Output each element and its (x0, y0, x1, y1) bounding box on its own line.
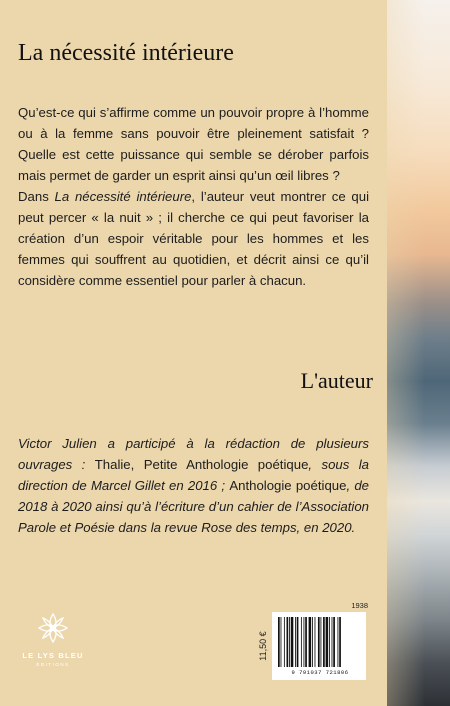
seascape-photo-strip (387, 0, 450, 706)
isbn-number: 9 791037 721806 (291, 669, 349, 676)
summary-p2-lead: Dans (18, 189, 55, 204)
lotus-icon (33, 608, 73, 648)
bio-part-3: , sous la direction de Marcel Gillet en 2016 ; (18, 457, 369, 493)
barcode-bar (326, 617, 329, 667)
summary-paragraph-1: Qu’est-ce qui s’affirme comme un pouvoir propre à l’homme ou à la femme sans pouvoir être pleinement satisfait ? Quelle est cette puissance qui semble se dérober parfois mais permet de garder un esprit ainsi qu’un œil libres ? (18, 105, 369, 183)
bio-work-1: Thalie, Petite Anthologie poétique (94, 457, 309, 472)
barcode-bar (332, 617, 333, 667)
barcode-bar (281, 617, 282, 667)
barcode-bar (295, 617, 296, 667)
author-bio (18, 433, 369, 538)
summary-p2-title: La nécessité intérieure (54, 189, 192, 204)
publisher-subtitle: ÉDITIONS (36, 662, 70, 667)
summary-text (18, 102, 369, 291)
barcode-bar (321, 617, 322, 667)
barcode-bar (291, 617, 294, 667)
publisher-logo (20, 608, 86, 688)
barcode-bar (309, 617, 312, 667)
barcode-bar (329, 617, 330, 667)
barcode-bar (304, 617, 305, 667)
barcode-bar (278, 617, 280, 667)
barcode-bar (338, 617, 339, 667)
summary-p2-rest: , l’auteur veut montrer ce qui peut percer « la nuit » ; il cherche ce qui peut favoriser la création d’un espoir véritable pour les hommes et les femmes qui souffrent au quotidien, et décrit ainsi ce qu’il considère comme essentiel pour parler à chacun. (18, 189, 370, 288)
price-label: 11,50 € (258, 631, 268, 661)
bio-part-5: , de 2018 à 2020 ainsi qu’à l’écriture d’un cahier de l’Association Parole et Poésie dans la revue Rose des temps, en 2020. (18, 478, 369, 535)
author-heading: L'auteur (300, 368, 373, 393)
bio-work-2: Anthologie poétique (229, 478, 347, 493)
summary-paragraph-2 (18, 186, 369, 291)
barcode-bar (333, 617, 335, 667)
book-code: 1938 (351, 601, 368, 610)
book-title: La nécessité intérieure (18, 40, 234, 66)
barcode-bar (289, 617, 290, 667)
barcode-bars (272, 612, 366, 672)
barcode-bar (315, 617, 316, 667)
barcode-bar (284, 617, 285, 667)
barcode-bar (297, 617, 299, 667)
bio-part-1: Victor Julien a participé à la rédaction de plusieurs ouvrages : (18, 436, 369, 472)
barcode (272, 612, 366, 680)
barcode-bar (301, 617, 302, 667)
barcode-bar (339, 617, 341, 667)
barcode-bar (323, 617, 325, 667)
barcode-bar (312, 617, 313, 667)
barcode-bar (287, 617, 289, 667)
barcode-bar (305, 617, 307, 667)
barcode-bar (318, 617, 320, 667)
publisher-name: LE LYS BLEU (22, 651, 84, 660)
